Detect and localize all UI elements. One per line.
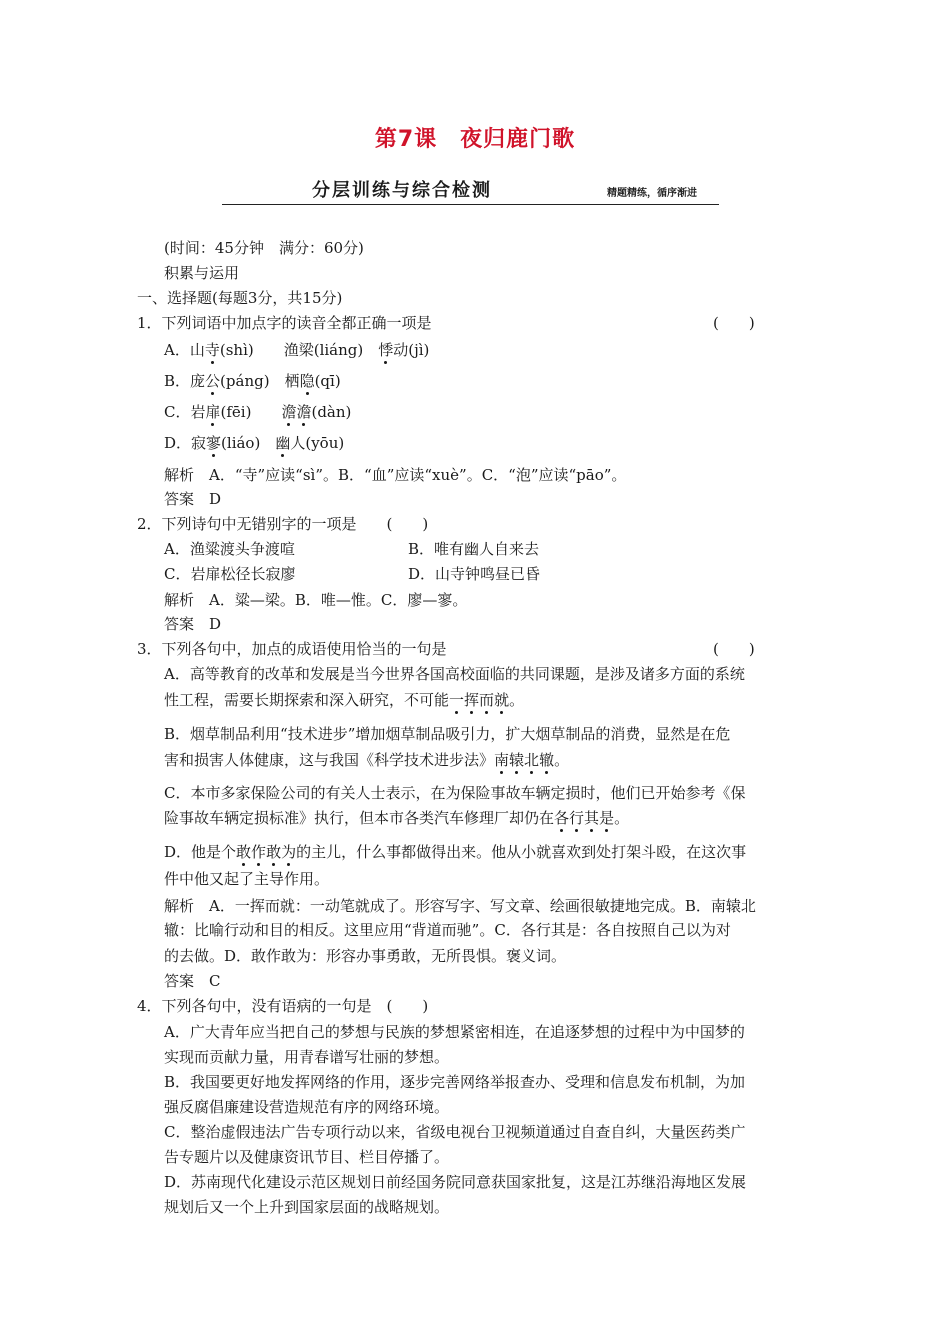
q1-answer-blank: ( ) — [713, 314, 755, 332]
q3-answer: 答案 C — [164, 972, 221, 990]
q3-analysis-line1: 解析 A．一挥而就：一动笔就成了。形容写字、写文章、绘画很敏捷地完成。B．南辕北 — [164, 897, 756, 915]
q2-analysis: 解析 A．粱—梁。B．唯—惟。C．廖—寥。 — [164, 591, 468, 609]
q1-option-b: B．庞公(páng) 栖隐(qī) — [164, 372, 371, 390]
q1-option-a: A．山寺(shì) 渔梁(liáng) 悸动(jì) — [164, 341, 430, 359]
section-heading-1: 一、选择题(每题3分，共15分) — [137, 289, 343, 307]
q1-analysis: 解析 A．“寺”应读“sì”。B．“血”应读“xuè”。C．“泡”应读“pāo”。 — [164, 466, 627, 484]
part-heading: 积累与运用 — [164, 264, 240, 282]
q2-option-a: A．渔粱渡头争渡喧 — [164, 540, 295, 558]
q4-option-a-line1: A．广大青年应当把自己的梦想与民族的梦想紧密相连，在追逐梦想的过程中为中国梦的 — [164, 1023, 745, 1041]
q1-option-c: C．岩扉(fēi) 澹澹(dàn) — [164, 403, 367, 421]
q4-option-b-line1: B．我国要更好地发挥网络的作用，逐步完善网络举报查办、受理和信息发布机制，为加 — [164, 1073, 746, 1091]
q4-option-c-line1: C．整治虚假违法广告专项行动以来，省级电视台卫视频道通过自查自纠，大量医药类广 — [164, 1123, 746, 1141]
q3-stem: 3．下列各句中，加点的成语使用恰当的一句是 — [137, 640, 447, 658]
q2-stem: 2．下列诗句中无错别字的一项是 ( ) — [137, 515, 429, 533]
q4-stem: 4．下列各句中，没有语病的一句是 ( ) — [137, 997, 429, 1015]
q3-option-d-line2: 件中他又起了主导作用。 — [164, 870, 330, 888]
q4-option-d-line1: D．苏南现代化建设示范区规划日前经国务院同意获国家批复，这是江苏继沿海地区发展 — [164, 1173, 747, 1191]
q4-option-d-line2: 规划后又一个上升到国家层面的战略规划。 — [164, 1198, 450, 1216]
q3-option-c-line2: 险事故车辆定损标准》执行，但本市各类汽车修理厂却仍在各行其是。 — [164, 809, 630, 827]
q1-stem: 1．下列词语中加点字的读音全都正确一项是 — [137, 314, 432, 332]
q3-analysis-line3: 的去做。D．敢作敢为：形容办事勇敢，无所畏惧。褒义词。 — [164, 947, 567, 965]
q1-answer: 答案 D — [164, 490, 222, 508]
q2-option-c: C．岩扉松径长寂廖 — [164, 565, 296, 583]
q2-answer: 答案 D — [164, 615, 222, 633]
q3-option-d-line1: D．他是个敢作敢为的主儿，什么事都做得出来。他从小就喜欢到处打架斗殴，在这次事 — [164, 843, 747, 861]
time-info: (时间：45分钟 满分：60分) — [164, 239, 364, 257]
q4-option-c-line2: 告专题片以及健康资讯节目、栏目停播了。 — [164, 1148, 450, 1166]
q4-option-a-line2: 实现而贡献力量，用青春谱写壮丽的梦想。 — [164, 1048, 450, 1066]
q3-option-a-line2: 性工程，需要长期探索和深入研究，不可能一挥而就。 — [164, 691, 525, 709]
section-slogan: 精题精练，循序渐进 — [607, 188, 697, 199]
q3-option-b-line1: B．烟草制品利用“技术进步”增加烟草制品吸引力，扩大烟草制品的消费，显然是在危 — [164, 725, 731, 743]
section-heading: 分层训练与综合检测 — [312, 180, 492, 201]
q3-answer-blank: ( ) — [713, 640, 755, 658]
lesson-title: 第7课 夜归鹿门歌 — [374, 127, 576, 152]
q3-option-b-line2: 害和损害人体健康，这与我国《科学技术进步法》南辕北辙。 — [164, 751, 570, 769]
q4-option-b-line2: 强反腐倡廉建设营造规范有序的网络环境。 — [164, 1098, 450, 1116]
q1-option-d: D．寂寥(liáo) 幽人(yōu) — [164, 434, 360, 452]
header-rule — [222, 204, 719, 205]
q2-option-b: B．唯有幽人自来去 — [408, 540, 540, 558]
q3-analysis-line2: 辙：比喻行动和目的相反。这里应用“背道而驰”。C．各行其是：各自按照自己以为对 — [164, 921, 731, 939]
q2-option-d: D．山寺钟鸣昼已昏 — [408, 565, 541, 583]
q3-option-c-line1: C．本市多家保险公司的有关人士表示，在为保险事故车辆定损时，他们已开始参考《保 — [164, 784, 746, 802]
q3-option-a-line1: A．高等教育的改革和发展是当今世界各国高校面临的共同课题，是涉及诸多方面的系统 — [164, 665, 745, 683]
